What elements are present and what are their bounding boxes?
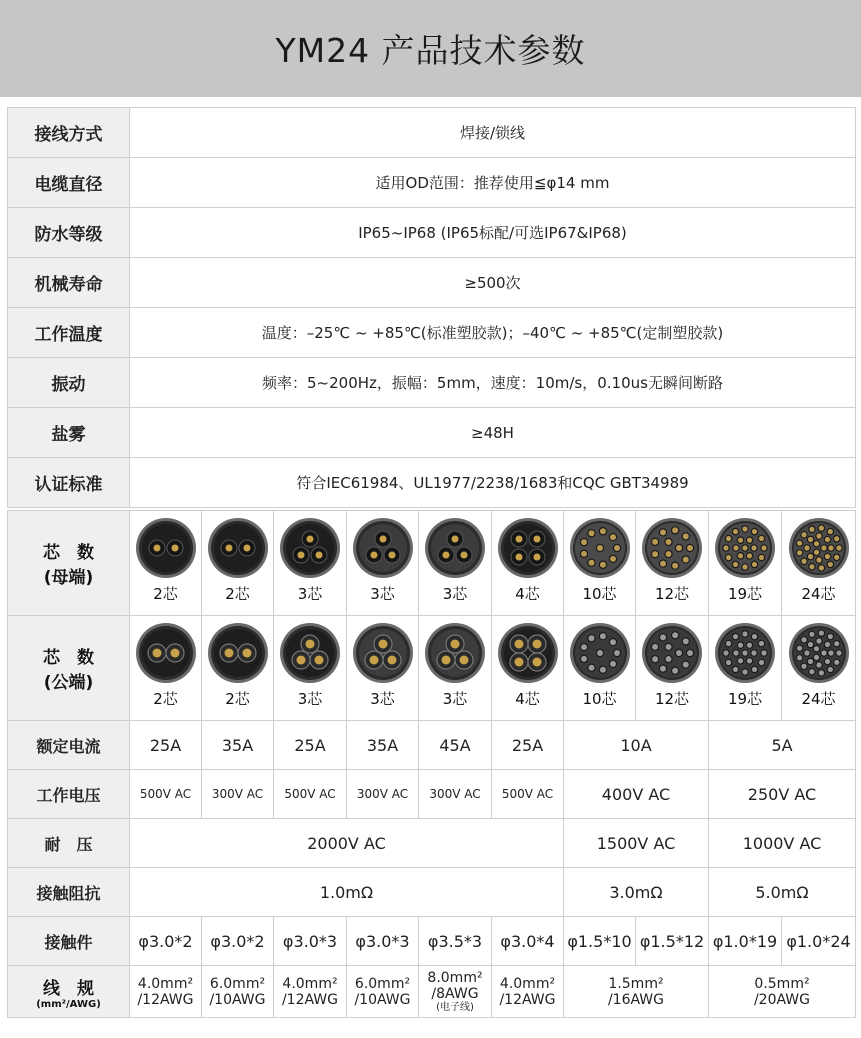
spec-value: 符合IEC61984、UL1977/2238/1683和CQC GBT34989	[130, 458, 856, 508]
male-pin-cell	[347, 616, 419, 721]
withstand-value-10-12: 1500V AC	[564, 819, 709, 868]
female-label-line2: (母端)	[43, 568, 94, 588]
pin-spec-table	[7, 510, 856, 1018]
female-pin-wrap	[130, 511, 201, 615]
gauge-line: /10AWG	[354, 991, 411, 1008]
female-pin-cell	[347, 511, 419, 616]
spec-label: 防水等级	[8, 208, 130, 258]
female-pin-cell	[564, 511, 636, 616]
spec-value: ≥500次	[130, 258, 856, 308]
male-pin-count-label: 3芯	[370, 690, 395, 708]
male-pin-wrap	[636, 616, 708, 720]
male-pin-count-label: 24芯	[801, 690, 836, 708]
resistance-value-1-6: 1.0mΩ	[130, 868, 564, 917]
male-connector-3pin-icon	[352, 622, 414, 684]
female-connector-24pin-icon	[788, 517, 850, 579]
gauge-line: /12AWG	[281, 991, 339, 1008]
page-title: YM24 产品技术参数	[0, 0, 861, 97]
male-pin-cell	[564, 616, 636, 721]
voltage-value: 500V AC	[492, 770, 564, 819]
male-pin-wrap	[347, 616, 418, 720]
spec-label: 认证标准	[8, 458, 130, 508]
current-value: 45A	[419, 721, 492, 770]
female-pin-cell	[636, 511, 709, 616]
wire-gauge-label	[8, 966, 130, 1018]
gauge-line: /8AWG	[431, 985, 479, 1002]
resistance-value-10-12: 3.0mΩ	[564, 868, 709, 917]
male-pin-count-label: 3芯	[442, 690, 468, 708]
male-pin-cell	[782, 616, 856, 721]
female-connector-3pin-icon	[279, 517, 341, 579]
male-connector-3pin-icon	[424, 622, 486, 684]
female-pin-wrap	[636, 511, 708, 615]
spec-row	[8, 258, 856, 308]
voltage-value-10-12: 400V AC	[564, 770, 709, 819]
gauge-line: 1.5mm²	[608, 975, 664, 992]
male-pin-count-label: 19芯	[727, 690, 763, 708]
current-value: 25A	[492, 721, 564, 770]
contact-value: φ3.0*3	[347, 917, 419, 966]
working-voltage-row	[8, 770, 856, 819]
spec-value: 适用OD范围：推荐使用≦φ14 mm	[130, 158, 856, 208]
male-connector-3pin-icon	[279, 622, 341, 684]
voltage-value: 300V AC	[202, 770, 274, 819]
female-pin-cell	[274, 511, 347, 616]
male-pin-wrap	[419, 616, 491, 720]
spec-row	[8, 158, 856, 208]
female-label-line1: 芯 数	[43, 543, 94, 563]
female-connector-2pin-icon	[135, 517, 197, 579]
gauge-value	[419, 966, 492, 1018]
male-pin-cell	[636, 616, 709, 721]
male-pin-count-label: 12芯	[654, 690, 690, 708]
female-connector-12pin-icon	[641, 517, 703, 579]
spec-label: 电缆直径	[8, 158, 130, 208]
spec-value: 频率：5~200Hz，振幅：5mm，速度：10m/s，0.10us无瞬间断路	[130, 358, 856, 408]
spec-row	[8, 208, 856, 258]
female-pin-cell	[782, 511, 856, 616]
female-pin-wrap	[419, 511, 491, 615]
female-pin-wrap	[347, 511, 418, 615]
spec-row	[8, 408, 856, 458]
male-pin-count-label: 3芯	[297, 690, 323, 708]
male-pin-count-label: 10芯	[582, 690, 617, 708]
female-pin-count-label: 19芯	[727, 585, 763, 603]
gauge-value	[492, 966, 564, 1018]
male-pin-count-label: 2芯	[153, 690, 178, 708]
male-pin-wrap	[564, 616, 635, 720]
male-connector-10pin-icon	[569, 622, 631, 684]
spec-row	[8, 458, 856, 508]
female-pin-cell	[492, 511, 564, 616]
withstand-value-1-6: 2000V AC	[130, 819, 564, 868]
voltage-value: 300V AC	[419, 770, 492, 819]
male-label-line2: (公端)	[43, 673, 94, 693]
current-value: 35A	[202, 721, 274, 770]
female-pin-count-label: 3芯	[297, 585, 323, 603]
contact-value: φ3.5*3	[419, 917, 492, 966]
female-pin-cell	[709, 511, 782, 616]
voltage-value: 300V AC	[347, 770, 419, 819]
female-connector-10pin-icon	[569, 517, 631, 579]
female-pin-wrap	[492, 511, 563, 615]
male-connector-12pin-icon	[641, 622, 703, 684]
gauge-line: 4.0mm²	[499, 975, 556, 992]
male-pin-count-label: 2芯	[225, 690, 250, 708]
current-value: 25A	[274, 721, 347, 770]
voltage-value: 500V AC	[130, 770, 202, 819]
gauge-line: 4.0mm²	[137, 975, 194, 992]
male-pins-label	[8, 616, 130, 721]
gauge-value	[274, 966, 347, 1018]
gauge-value-10-12	[564, 966, 709, 1018]
spec-value: ≥48H	[130, 408, 856, 458]
gauge-value	[347, 966, 419, 1018]
rated-current-label: 额定电流	[8, 721, 130, 770]
voltage-value: 500V AC	[274, 770, 347, 819]
current-value-19-24: 5A	[709, 721, 856, 770]
female-pins-row	[8, 511, 856, 616]
female-pin-wrap	[709, 511, 781, 615]
gauge-line: 6.0mm²	[209, 975, 266, 992]
female-pin-count-label: 12芯	[654, 585, 690, 603]
spec-label: 振动	[8, 358, 130, 408]
female-pin-wrap	[564, 511, 635, 615]
gauge-note: (电子线)	[436, 1001, 474, 1013]
male-pin-cell	[709, 616, 782, 721]
contact-value: φ1.5*12	[636, 917, 709, 966]
rated-current-row	[8, 721, 856, 770]
male-pin-cell	[130, 616, 202, 721]
current-value-10-12: 10A	[564, 721, 709, 770]
gauge-line: /12AWG	[499, 991, 556, 1008]
male-pin-cell	[202, 616, 274, 721]
male-pin-count-label: 4芯	[515, 690, 540, 708]
male-connector-24pin-icon	[788, 622, 850, 684]
female-connector-4pin-icon	[497, 517, 559, 579]
male-pin-wrap	[782, 616, 855, 720]
gauge-line: 6.0mm²	[354, 975, 411, 992]
withstand-value-19-24: 1000V AC	[709, 819, 856, 868]
male-pin-wrap	[492, 616, 563, 720]
wire-gauge-row	[8, 966, 856, 1018]
withstand-voltage-label: 耐 压	[8, 819, 130, 868]
contact-value: φ1.0*24	[782, 917, 856, 966]
female-pin-cell	[419, 511, 492, 616]
gauge-line: /20AWG	[753, 991, 811, 1008]
male-connector-4pin-icon	[497, 622, 559, 684]
female-pin-wrap	[274, 511, 346, 615]
contact-resistance-label: 接触阻抗	[8, 868, 130, 917]
wire-gauge-label-line2: (mm²/AWG)	[36, 998, 101, 1010]
gauge-value-19-24	[709, 966, 856, 1018]
female-connector-2pin-icon	[207, 517, 269, 579]
spec-value: IP65~IP68 (IP65标配/可选IP67&IP68)	[130, 208, 856, 258]
female-connector-19pin-icon	[714, 517, 776, 579]
spec-label: 机械寿命	[8, 258, 130, 308]
female-pin-count-label: 3芯	[442, 585, 468, 603]
spec-label: 盐雾	[8, 408, 130, 458]
male-connector-2pin-icon	[207, 622, 269, 684]
gauge-line: 8.0mm²	[427, 969, 483, 986]
spec-row	[8, 108, 856, 158]
male-connector-2pin-icon	[135, 622, 197, 684]
contact-value: φ3.0*2	[130, 917, 202, 966]
gauge-line: /10AWG	[209, 991, 266, 1008]
voltage-value-19-24: 250V AC	[709, 770, 856, 819]
female-pin-count-label: 10芯	[582, 585, 617, 603]
male-label-line1: 芯 数	[43, 648, 94, 668]
female-pin-wrap	[782, 511, 855, 615]
spec-value: 焊接/锁线	[130, 108, 856, 158]
female-pin-count-label: 4芯	[515, 585, 540, 603]
spec-row	[8, 308, 856, 358]
gauge-line: 4.0mm²	[282, 975, 338, 992]
working-voltage-label: 工作电压	[8, 770, 130, 819]
male-pin-cell	[274, 616, 347, 721]
female-pin-wrap	[202, 511, 273, 615]
contact-value: φ3.0*2	[202, 917, 274, 966]
gauge-line: /16AWG	[607, 991, 665, 1008]
spec-table	[7, 107, 856, 508]
withstand-voltage-row	[8, 819, 856, 868]
contact-label: 接触件	[8, 917, 130, 966]
current-value: 25A	[130, 721, 202, 770]
female-pin-cell	[130, 511, 202, 616]
male-pin-cell	[492, 616, 564, 721]
female-pin-count-label: 2芯	[225, 585, 250, 603]
female-pin-count-label: 3芯	[370, 585, 395, 603]
gauge-value	[130, 966, 202, 1018]
contact-value: φ1.0*19	[709, 917, 782, 966]
spec-label: 接线方式	[8, 108, 130, 158]
female-pin-cell	[202, 511, 274, 616]
contact-value: φ3.0*3	[274, 917, 347, 966]
male-pin-wrap	[709, 616, 781, 720]
resistance-value-19-24: 5.0mΩ	[709, 868, 856, 917]
female-connector-3pin-icon	[352, 517, 414, 579]
male-pin-cell	[419, 616, 492, 721]
contact-value: φ3.0*4	[492, 917, 564, 966]
female-pins-label	[8, 511, 130, 616]
male-connector-19pin-icon	[714, 622, 776, 684]
gauge-value	[202, 966, 274, 1018]
female-pin-count-label: 2芯	[153, 585, 178, 603]
gauge-line: /12AWG	[137, 991, 194, 1008]
male-pin-wrap	[274, 616, 346, 720]
male-pins-row	[8, 616, 856, 721]
wire-gauge-label-line1: 线 规	[43, 978, 94, 999]
female-pin-count-label: 24芯	[801, 585, 836, 603]
contact-row	[8, 917, 856, 966]
spec-label: 工作温度	[8, 308, 130, 358]
female-connector-3pin-icon	[424, 517, 486, 579]
male-pin-wrap	[202, 616, 273, 720]
male-pin-wrap	[130, 616, 201, 720]
contact-resistance-row	[8, 868, 856, 917]
contact-value: φ1.5*10	[564, 917, 636, 966]
current-value: 35A	[347, 721, 419, 770]
spec-row	[8, 358, 856, 408]
gauge-line: 0.5mm²	[754, 975, 810, 992]
spec-value: 温度：–25℃ ~ +85℃(标准塑胶款)；–40℃ ~ +85℃(定制塑胶款)	[130, 308, 856, 358]
